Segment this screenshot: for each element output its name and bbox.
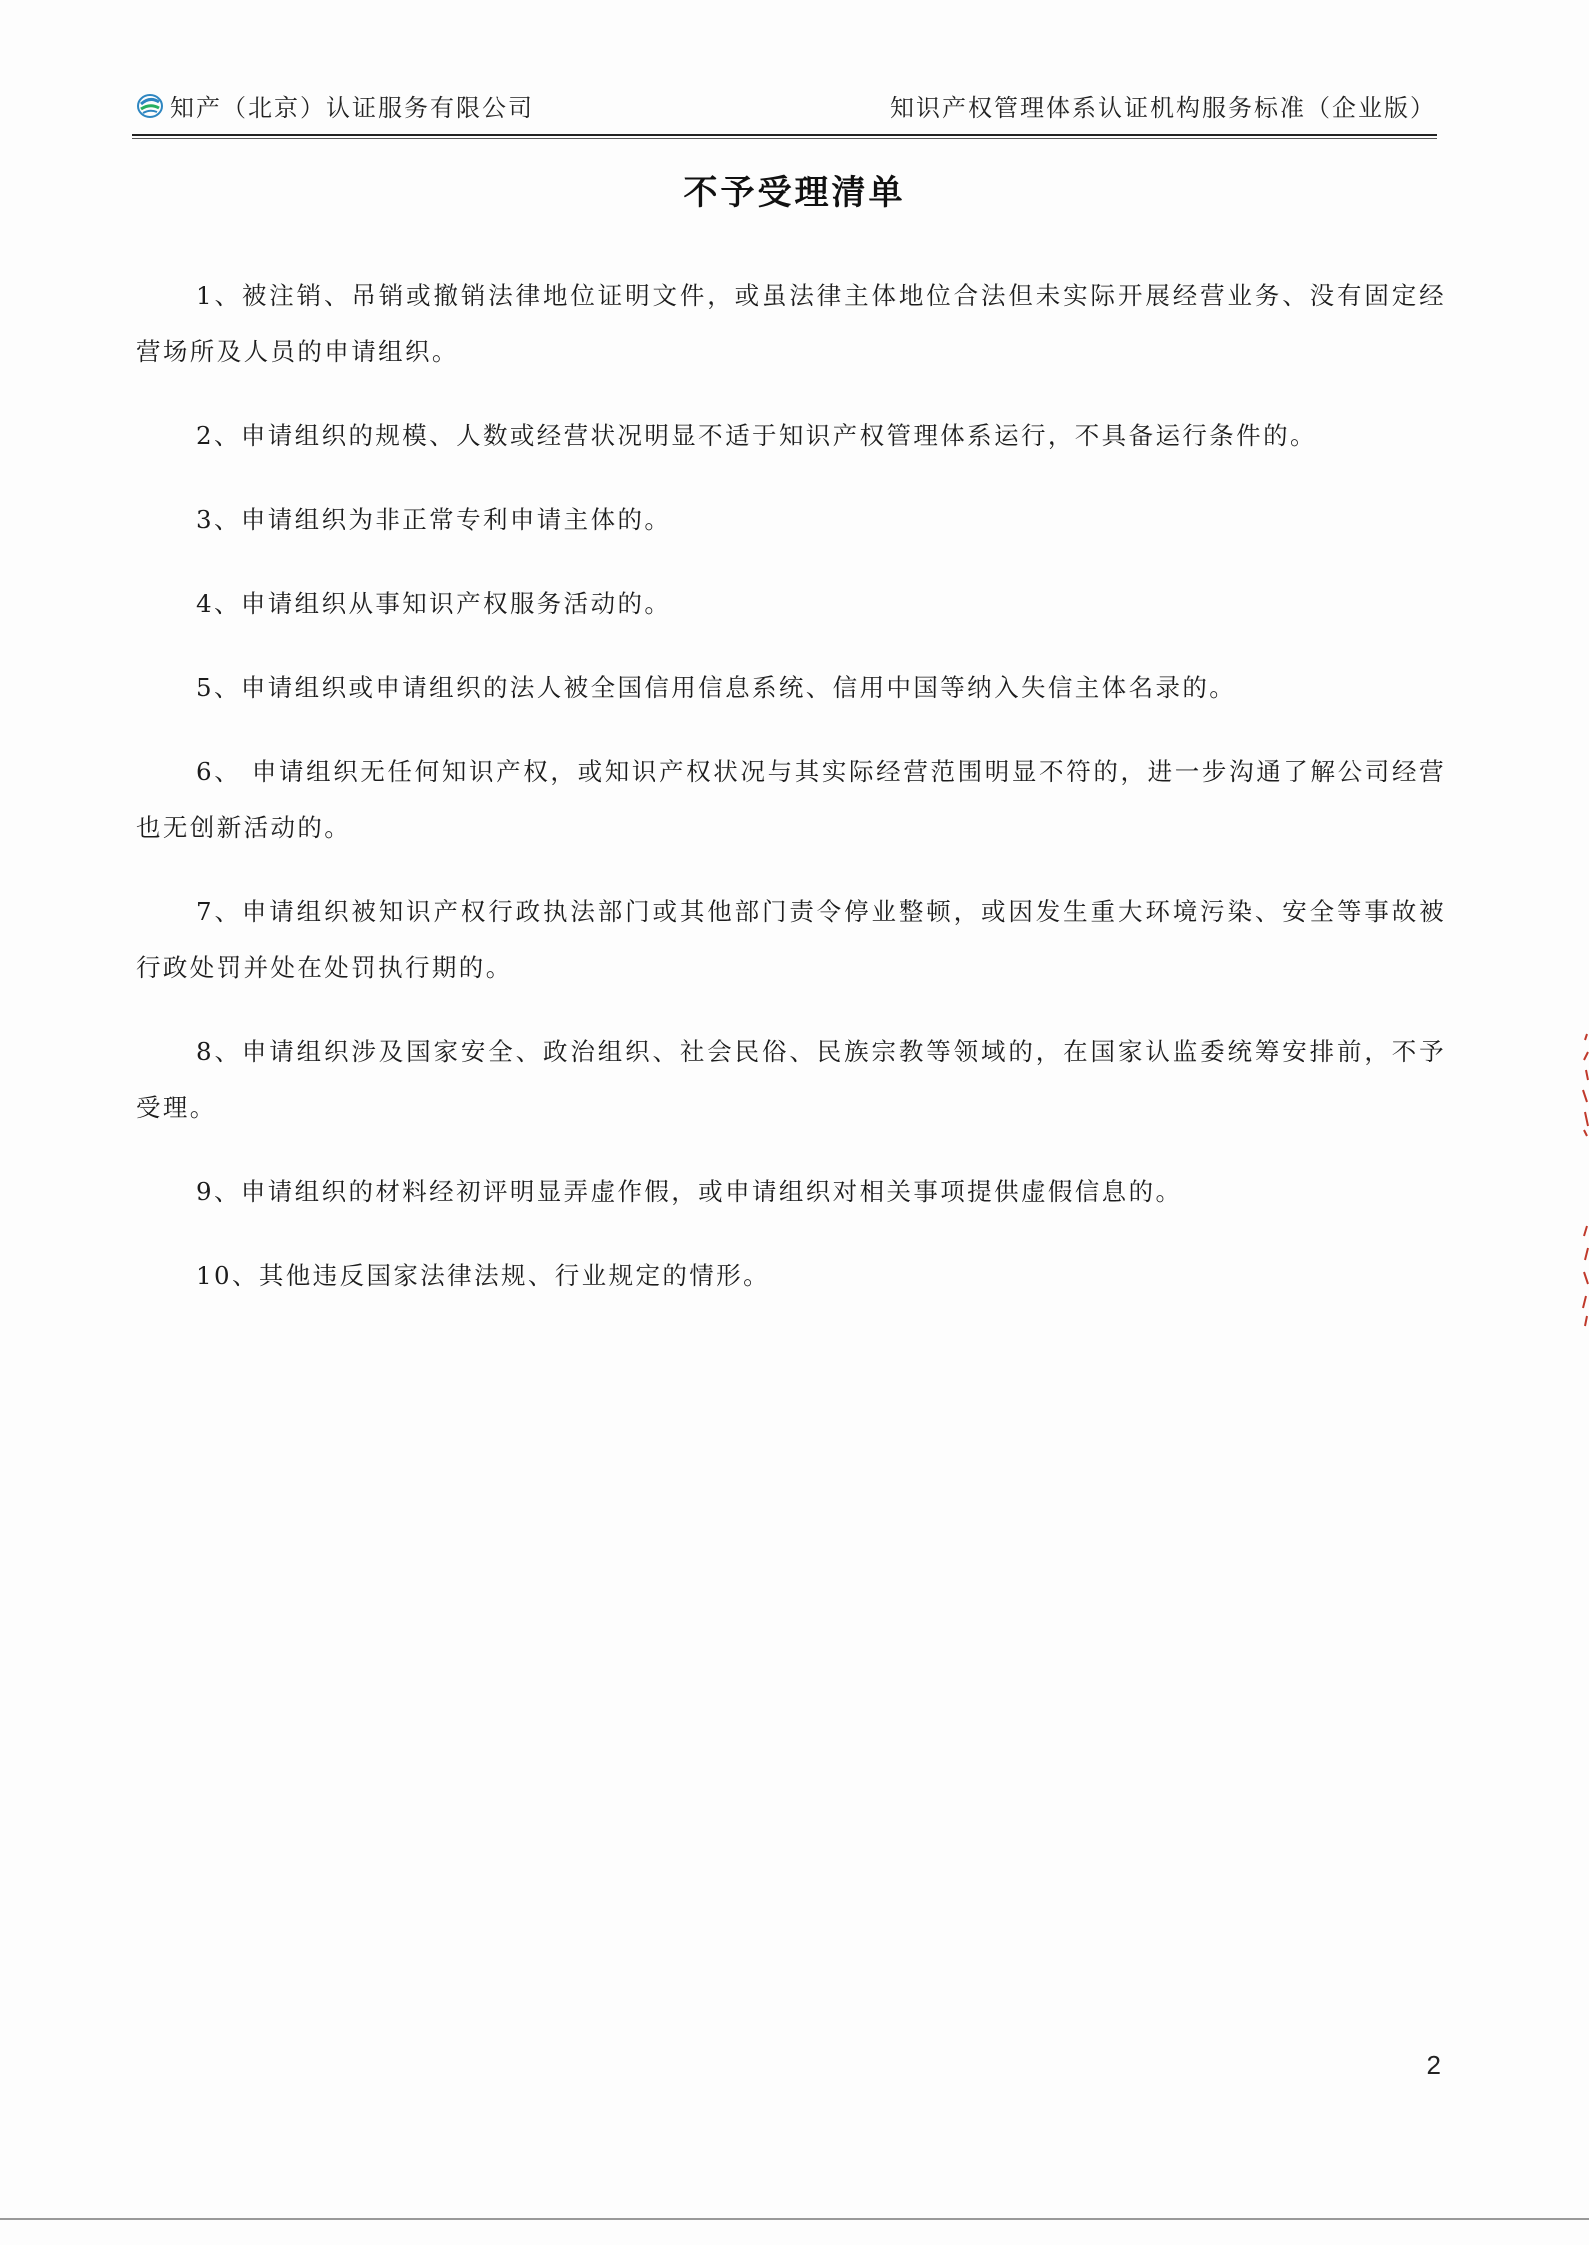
seal-fragment-bottom xyxy=(1575,1220,1589,1330)
bottom-scan-edge xyxy=(0,2218,1589,2220)
company-name: 知产（北京）认证服务有限公司 xyxy=(170,94,534,122)
seal-fragment-top xyxy=(1575,1030,1589,1140)
list-item-1: 1、被注销、吊销或撤销法律地位证明文件，或虽法律主体地位合法但未实际开展经营业务、没有固定经营场所及人员的申请组织。 xyxy=(136,281,1446,366)
list-item-8: 8、申请组织涉及国家安全、政治组织、社会民俗、民族宗教等领域的，在国家认监委统筹安排前，不予受理。 xyxy=(136,1037,1446,1122)
header-company xyxy=(136,88,534,123)
header-document-title: 知识产权管理体系认证机构服务标准（企业版） xyxy=(890,94,1436,122)
header-divider-thin xyxy=(132,138,1437,139)
page-title: 不予受理清单 xyxy=(683,173,906,213)
list-item-3: 3、申请组织为非正常专利申请主体的。 xyxy=(196,505,672,534)
header-divider xyxy=(132,134,1437,136)
list-item-2: 2、申请组织的规模、人数或经营状况明显不适于知识产权管理体系运行，不具备运行条件的。 xyxy=(196,421,1317,450)
list-item-10: 10、其他违反国家法律法规、行业规定的情形。 xyxy=(196,1261,770,1290)
list-item-6: 6、 申请组织无任何知识产权，或知识产权状况与其实际经营范围明显不符的，进一步沟通了解公司经营也无创新活动的。 xyxy=(136,757,1446,842)
page-header xyxy=(136,88,1436,130)
list-item-4: 4、申请组织从事知识产权服务活动的。 xyxy=(196,589,672,618)
list-item-9: 9、申请组织的材料经初评明显弄虚作假，或申请组织对相关事项提供虚假信息的。 xyxy=(196,1177,1183,1206)
company-logo-icon xyxy=(136,92,164,120)
list-item-5: 5、申请组织或申请组织的法人被全国信用信息系统、信用中国等纳入失信主体名录的。 xyxy=(196,673,1237,702)
rejection-list xyxy=(136,268,1446,1332)
list-item-7: 7、申请组织被知识产权行政执法部门或其他部门责令停业整顿，或因发生重大环境污染、安全等事故被行政处罚并处在处罚执行期的。 xyxy=(136,897,1446,982)
page-number: 2 xyxy=(1426,2050,1441,2080)
